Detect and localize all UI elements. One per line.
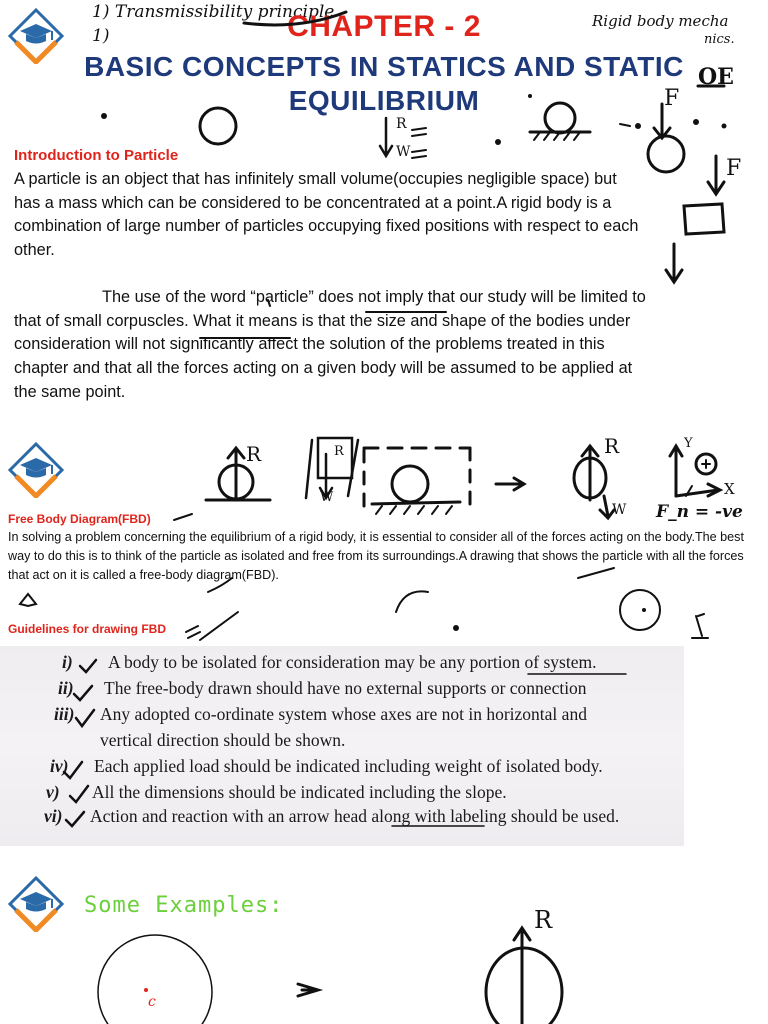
list-item: iv) Each applied load should be indicated including weight of isolated body. — [50, 756, 603, 776]
axis-label-x: X — [724, 480, 735, 498]
weight-label-w: W — [320, 490, 334, 505]
handwritten-note-rigid-body-2: nics. — [704, 32, 735, 47]
handwritten-note-rigid-body: Rigid body mecha — [592, 12, 729, 30]
weight-label-w: W — [396, 144, 411, 160]
force-label-r: R — [246, 442, 262, 466]
list-item: ii) The free-body drawn should have no external supports or connection — [58, 678, 587, 698]
axis-label-y: Y — [684, 436, 693, 451]
examples-heading: Some Examples: — [84, 893, 284, 918]
page-title-line1: BASIC CONCEPTS IN STATICS AND STATIC — [84, 51, 684, 82]
list-item: vertical direction should be shown. — [100, 730, 346, 750]
intro-paragraph-1: A particle is an object that has infinitely small volume(occupies negligible space) but has a mass which can be considered to be concentrated at a point.A rigid body is a combination of large number of particles occupying fixed positions with respect to each other. — [14, 170, 639, 260]
guidelines-heading: Guidelines for drawing FBD — [8, 622, 167, 636]
list-item: iii) Any adopted co-ordinate system whose axes are not in horizontal and — [54, 704, 587, 724]
fbd-heading: Free Body Diagram(FBD) — [8, 512, 151, 526]
point-label-c: c — [148, 994, 156, 1010]
force-label-r: R — [534, 906, 553, 934]
handwritten-note-numeral: 1) — [92, 26, 110, 46]
intro-paragraph-2: The use of the word “particle” does not imply that our study will be limited to that of small corpuscles. What it means is that the size and shape of the bodies under consideration will not significantly affect the solution of the problems treated in this chapter and that all the forces acting on a given body will be assumed to be applied at the same point. — [14, 288, 646, 401]
force-label-r: R — [396, 116, 407, 132]
force-label-f: F — [726, 156, 742, 181]
force-label-r: R — [334, 444, 344, 459]
page-title-line2: EQUILIBRIUM — [288, 85, 480, 116]
list-item: i) A body to be isolated for consideration may be any portion of system. — [62, 652, 597, 672]
fbd-paragraph: In solving a problem concerning the equilibrium of a rigid body, it is essential to consider all of the forces acting on the body.The best way to do this is to think of the particle as isolated and free from its surroundings.A drawing that shows the particle with all the forces that act on it is called a free-body diagram(FBD). — [8, 530, 744, 582]
list-item: v) All the dimensions should be indicated including the slope. — [46, 782, 507, 802]
force-label-f: F — [664, 86, 680, 111]
fbd-equation: F_n = -ve — [656, 502, 743, 522]
list-item: vi) Action and reaction with an arrow head along with labeling should be used. — [44, 806, 620, 826]
chapter-title: CHAPTER - 2 — [287, 10, 481, 43]
handwritten-note-oe: OE — [698, 64, 734, 90]
force-label-r: R — [604, 434, 620, 458]
weight-label-w: W — [612, 502, 627, 518]
handwritten-note-transmissibility: 1) Transmissibility principle — [92, 2, 335, 22]
intro-heading: Introduction to Particle — [14, 147, 179, 164]
